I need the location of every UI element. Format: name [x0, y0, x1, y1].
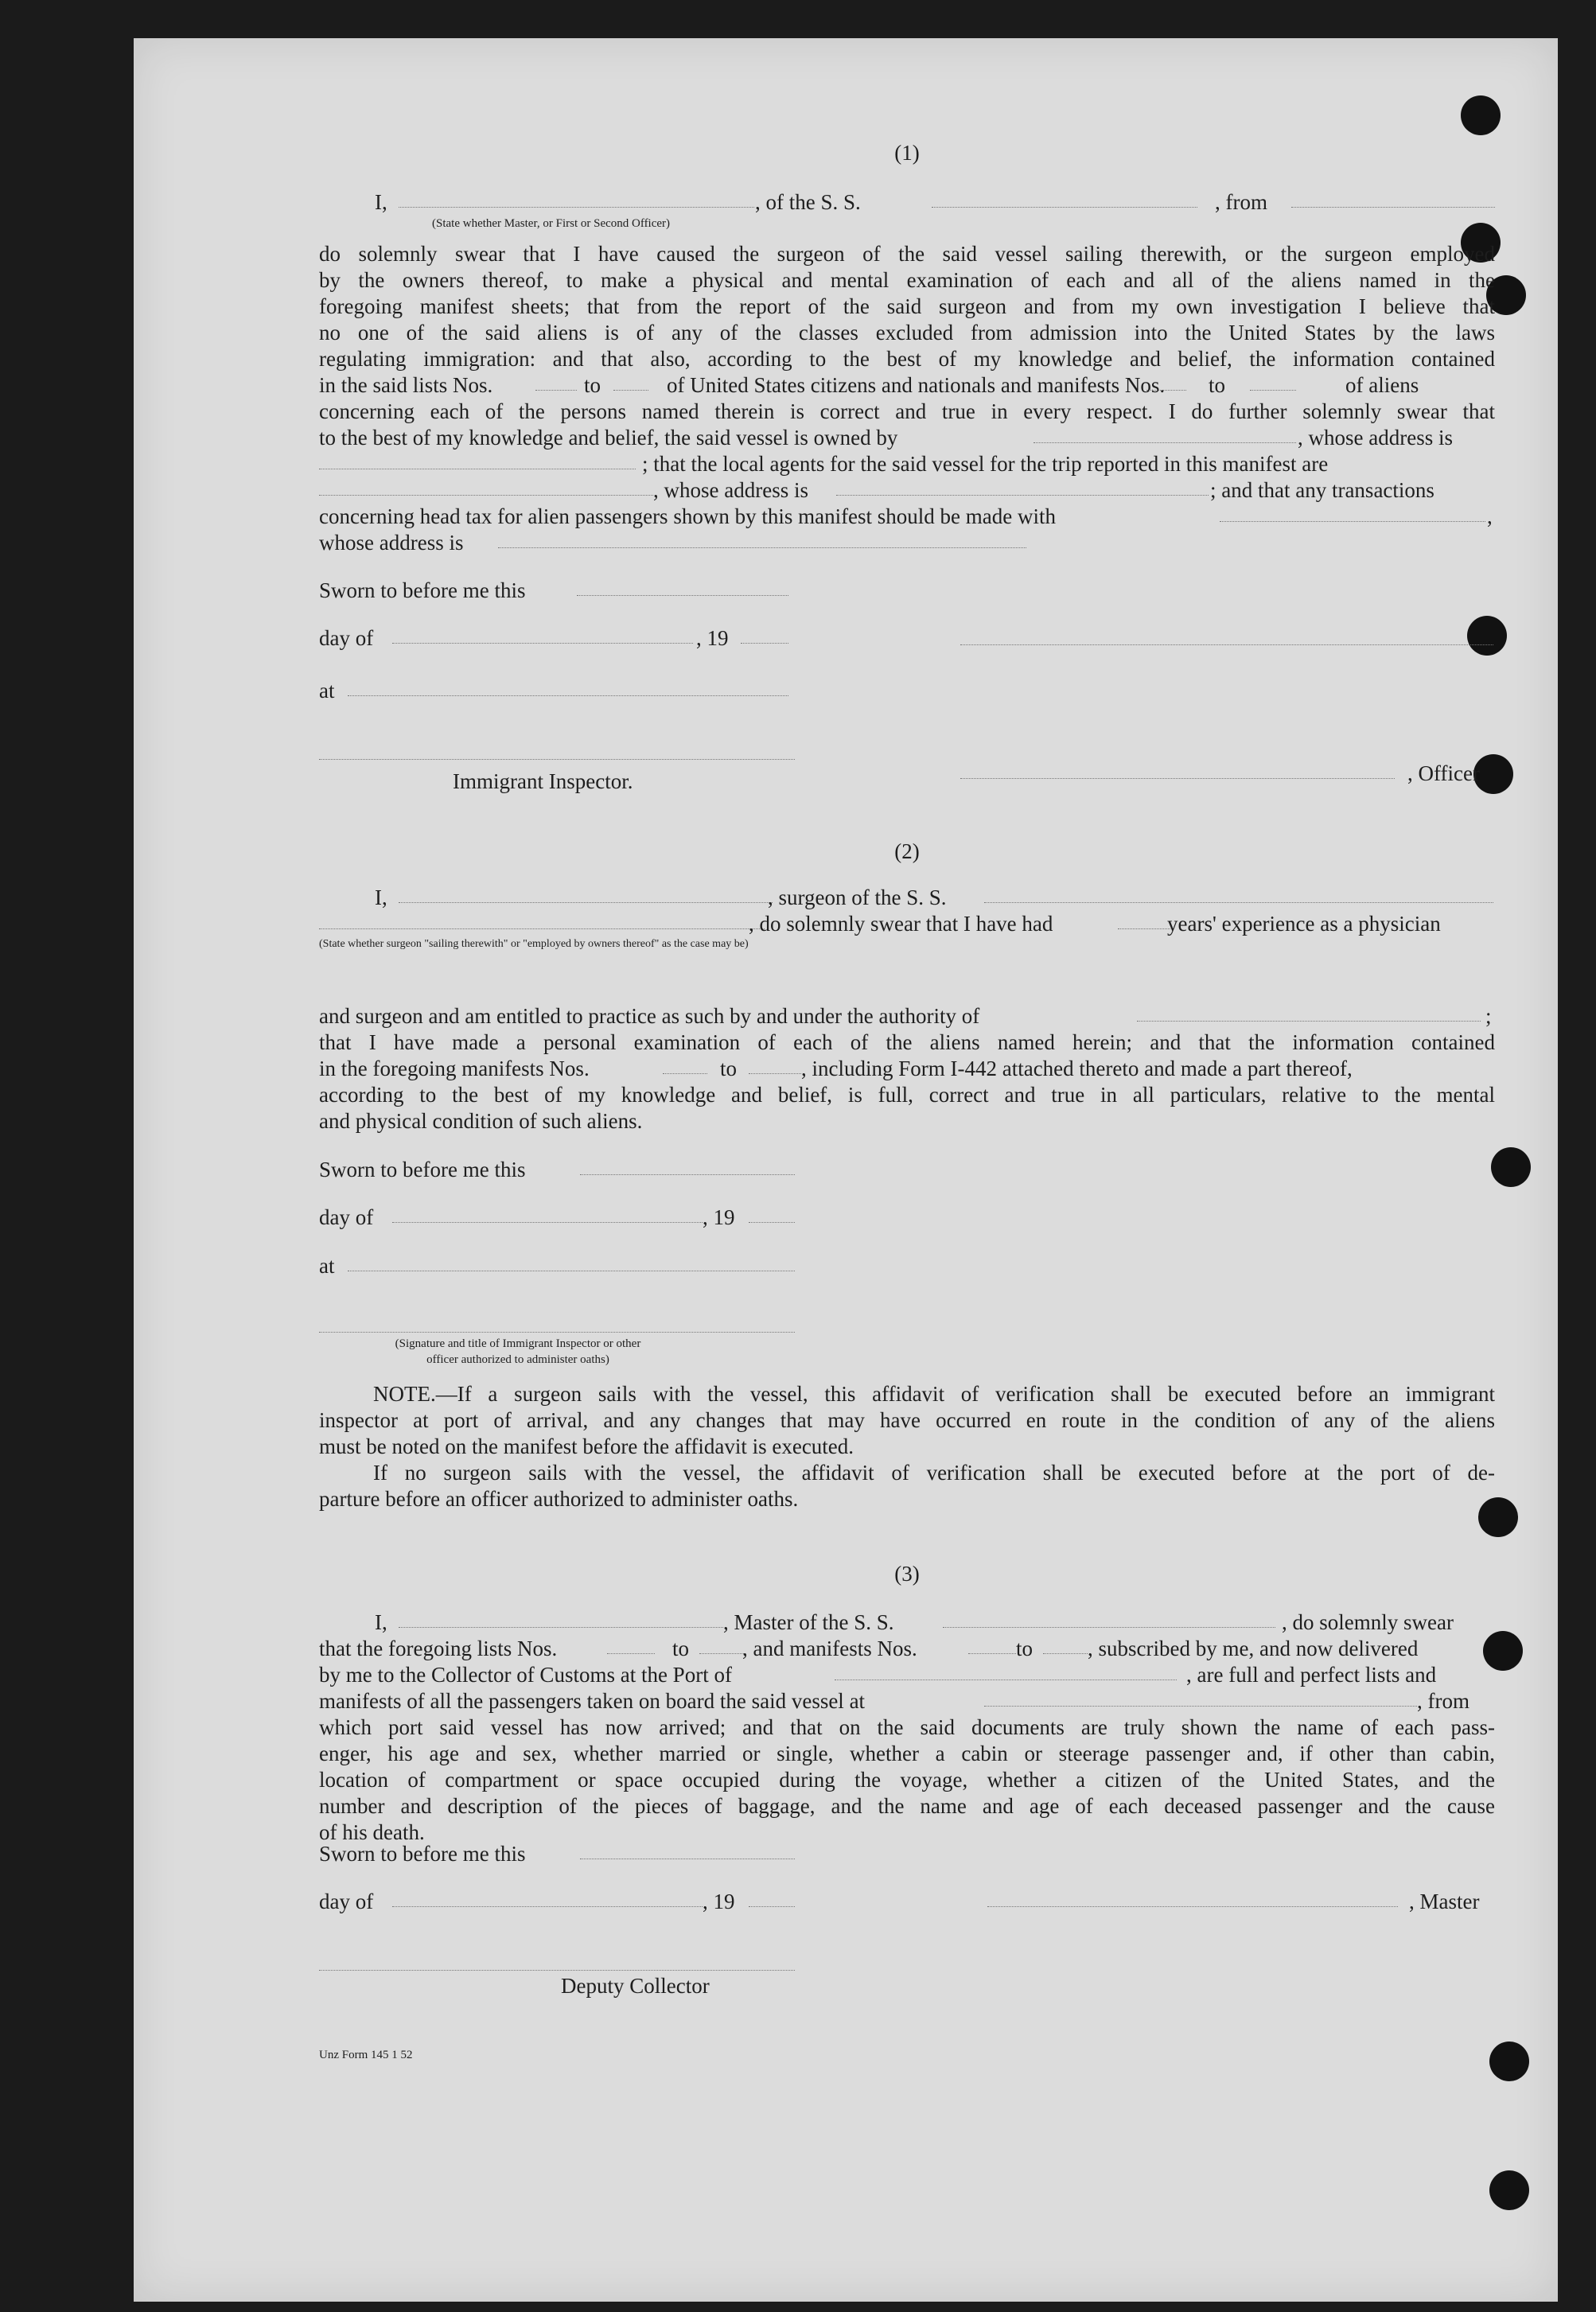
label-year: , 19: [696, 626, 729, 650]
label-at: at: [319, 679, 335, 703]
lists-from-field[interactable]: [607, 1653, 655, 1654]
label-authority: and surgeon and am entitled to practice as such by and under the authority of: [319, 1004, 980, 1028]
boarding-port-field[interactable]: [984, 1706, 1417, 1707]
signature-caption-2: officer authorized to administer oaths): [426, 1353, 609, 1366]
section-2-paragraph-line: according to the best of my knowledge and belief, is full, correct and true in all particulars, relative to the mental: [319, 1083, 1495, 1107]
officer-rank-note: (State whether Master, or First or Second Officer): [432, 217, 671, 230]
sworn-date-field[interactable]: [577, 595, 788, 596]
label-day-of: day of: [319, 1890, 374, 1913]
section-3-paragraph-line: of his death.: [319, 1820, 425, 1844]
label-surgeon-of-ss: , surgeon of the S. S.: [768, 885, 947, 909]
section-1-paragraph-line: do solemnly swear that I have caused the surgeon of the said vessel sailing therewith, or the surgeon employed: [319, 242, 1495, 266]
label-officer: , Officer: [1407, 761, 1480, 785]
label-manifests-nos: of United States citizens and nationals and manifests Nos.: [667, 373, 1166, 397]
section-2-paragraph-line: that I have made a personal examination of each of the aliens named herein; and that the information contained: [319, 1030, 1495, 1054]
label-lists-nos: that the foregoing lists Nos.: [319, 1637, 558, 1660]
years-experience-field[interactable]: [1118, 928, 1170, 929]
owner-field[interactable]: [1034, 442, 1296, 443]
label-owned-by: to the best of my knowledge and belief, the said vessel is owned by: [319, 426, 898, 450]
surgeon-status-field[interactable]: [319, 928, 765, 929]
label-semicolon: ;: [1485, 1004, 1492, 1028]
vessel-name-field[interactable]: [932, 207, 1197, 208]
section-3-paragraph-line: enger, his age and sex, whether married or single, whether a cabin or steerage passenger and, if other than cabin,: [319, 1742, 1495, 1765]
binder-hole: [1467, 616, 1507, 656]
label-whose-address: , whose address is: [653, 478, 808, 502]
document-sheet: [134, 38, 1558, 2302]
note-line: parture before an officer authorized to administer oaths.: [319, 1487, 799, 1511]
manifests-to-field[interactable]: [749, 1073, 801, 1074]
section-3-number: (3): [894, 1562, 920, 1586]
label-subscribed: , subscribed by me, and now delivered: [1088, 1637, 1419, 1660]
manifests-from-field[interactable]: [663, 1073, 707, 1074]
year-field[interactable]: [741, 643, 788, 644]
label-i: I,: [375, 190, 387, 214]
note-text: If no surgeon sails with the vessel, the affidavit of verification shall be executed before at the port of de-: [373, 1461, 1495, 1485]
label-master-of-ss: , Master of the S. S.: [723, 1610, 894, 1634]
note-line: must be noted on the manifest before the affidavit is executed.: [319, 1434, 854, 1458]
label-year: , 19: [703, 1205, 735, 1229]
label-comma: ,: [1487, 504, 1493, 528]
officer-title-field[interactable]: [960, 778, 1395, 779]
surgeon-status-note: (State whether surgeon "sailing therewith" or "employed by owners thereof" as the case may be): [319, 938, 749, 950]
lists-from-field[interactable]: [535, 390, 577, 391]
binder-hole: [1491, 1147, 1531, 1187]
section-2-paragraph-line: and physical condition of such aliens.: [319, 1109, 643, 1133]
local-agents-field[interactable]: [319, 495, 653, 496]
label-local-agents: ; that the local agents for the said vessel for the trip reported in this manifest are: [642, 452, 1329, 476]
head-tax-address-field[interactable]: [498, 547, 1026, 548]
surgeon-vessel-field[interactable]: [984, 902, 1493, 903]
binder-hole: [1461, 95, 1501, 135]
label-deputy-collector: Deputy Collector: [561, 1974, 710, 1998]
label-from: , from: [1417, 1689, 1469, 1713]
note-text: NOTE.—If a surgeon sails with the vessel, this affidavit of verification shall be executed before an immigrant: [373, 1382, 1495, 1406]
label-port-of: by me to the Collector of Customs at the Port of: [319, 1663, 732, 1687]
section-1-paragraph-line: foregoing manifest sheets; that from the report of the said surgeon and from my own investigation I believe that: [319, 294, 1495, 318]
binder-hole: [1489, 2170, 1529, 2210]
collector-signature-field[interactable]: [319, 1970, 795, 1971]
master-vessel-field[interactable]: [943, 1627, 1275, 1628]
label-year: , 19: [703, 1890, 735, 1913]
label-sworn: Sworn to before me this: [319, 1842, 526, 1866]
label-of-aliens: of aliens: [1345, 373, 1419, 397]
label-to: to: [672, 1637, 690, 1660]
binder-hole: [1483, 1631, 1523, 1671]
label-day-of: day of: [319, 626, 374, 650]
note-line: inspector at port of arrival, and any changes that may have occurred en route in the condition of any of the aliens: [319, 1408, 1495, 1432]
head-tax-contact-field[interactable]: [1220, 521, 1485, 522]
label-form-i442: , including Form I-442 attached thereto and made a part thereof,: [801, 1057, 1353, 1080]
manifests-from-field[interactable]: [1146, 390, 1186, 391]
label-years-experience: years' experience as a physician: [1167, 912, 1441, 936]
year-field[interactable]: [749, 1906, 795, 1907]
section-1-paragraph-line: by the owners thereof, to make a physical and mental examination of each and all of the aliens named in the: [319, 268, 1495, 292]
label-taken-on-board: manifests of all the passengers taken on board the said vessel at: [319, 1689, 866, 1713]
label-whose-address: , whose address is: [1298, 426, 1453, 450]
lists-to-field[interactable]: [699, 1653, 744, 1654]
form-number: Unz Form 145 1 52: [319, 2049, 413, 2061]
day-of-field[interactable]: [392, 1906, 703, 1907]
manifests-from-field[interactable]: [968, 1653, 1016, 1654]
authority-field[interactable]: [1137, 1021, 1481, 1022]
label-lists-nos: in the said lists Nos.: [319, 373, 493, 397]
section-1-paragraph-line: regulating immigration: and that also, according to the best of my knowledge and belief, the information contained: [319, 347, 1495, 371]
officer-name-field[interactable]: [399, 207, 754, 208]
manifests-to-field[interactable]: [1250, 390, 1296, 391]
inspector-signature-field[interactable]: [319, 759, 795, 760]
at-place-field[interactable]: [348, 695, 788, 696]
sworn-date-field[interactable]: [580, 1174, 795, 1175]
note-line: [319, 1381, 1495, 1407]
label-sworn: Sworn to before me this: [319, 578, 526, 602]
label-day-of: day of: [319, 1205, 374, 1229]
label-manifests-nos: , and manifests Nos.: [742, 1637, 917, 1660]
from-port-field[interactable]: [1291, 207, 1495, 208]
label-of-ss: , of the S. S.: [755, 190, 861, 214]
label-to: to: [720, 1057, 738, 1080]
label-from: , from: [1215, 190, 1267, 214]
section-2-number: (2): [894, 839, 920, 863]
section-3-paragraph-line: number and description of the pieces of baggage, and the name and age of each deceased passenger and the cause: [319, 1794, 1495, 1818]
label-master: , Master: [1409, 1890, 1480, 1913]
label-transactions: ; and that any transactions: [1210, 478, 1434, 502]
year-field[interactable]: [749, 1222, 795, 1223]
day-of-field[interactable]: [392, 643, 693, 644]
section-1-paragraph-line: no one of the said aliens is of any of the classes excluded from admission into the United States by the laws: [319, 321, 1495, 344]
section-1-number: (1): [894, 141, 920, 165]
section-1-paragraph-line: concerning each of the persons named therein is correct and true in every respect. I do further solemnly swear that: [319, 399, 1495, 423]
note-line: [319, 1460, 1495, 1486]
label-to: to: [1209, 373, 1226, 397]
label-to: to: [584, 373, 601, 397]
lists-to-field[interactable]: [613, 390, 648, 391]
section-3-paragraph-line: which port said vessel has now arrived; and that on the said documents are truly shown the name of each pass-: [319, 1715, 1495, 1739]
label-manifests-nos: in the foregoing manifests Nos.: [319, 1057, 590, 1080]
section-3-paragraph-line: location of compartment or space occupied during the voyage, whether a citizen of the United States, and the: [319, 1768, 1495, 1792]
label-solemnly-swear: , do solemnly swear: [1282, 1610, 1454, 1634]
label-to: to: [1016, 1637, 1034, 1660]
label-whose-address: whose address is: [319, 531, 464, 555]
day-of-field[interactable]: [392, 1222, 703, 1223]
label-sworn: Sworn to before me this: [319, 1158, 526, 1181]
label-immigrant-inspector: Immigrant Inspector.: [453, 769, 633, 793]
label-i: I,: [375, 1610, 387, 1634]
label-at: at: [319, 1254, 335, 1278]
label-i: I,: [375, 885, 387, 909]
master-signature-field[interactable]: [987, 1906, 1398, 1907]
officer-signature-field[interactable]: [960, 644, 1493, 645]
manifests-to-field[interactable]: [1043, 1653, 1088, 1654]
agent-address-field[interactable]: [836, 495, 1209, 496]
inspector-signature-field[interactable]: [319, 1332, 795, 1333]
master-name-field[interactable]: [399, 1627, 723, 1628]
signature-caption-1: (Signature and title of Immigrant Inspector or other: [395, 1337, 641, 1350]
label-full-perfect: , are full and perfect lists and: [1186, 1663, 1437, 1687]
label-solemnly-swear: , do solemnly swear that I have had: [749, 912, 1053, 936]
binder-hole: [1489, 2041, 1529, 2081]
label-head-tax: concerning head tax for alien passengers shown by this manifest should be made with: [319, 504, 1057, 528]
surgeon-name-field[interactable]: [399, 902, 773, 903]
